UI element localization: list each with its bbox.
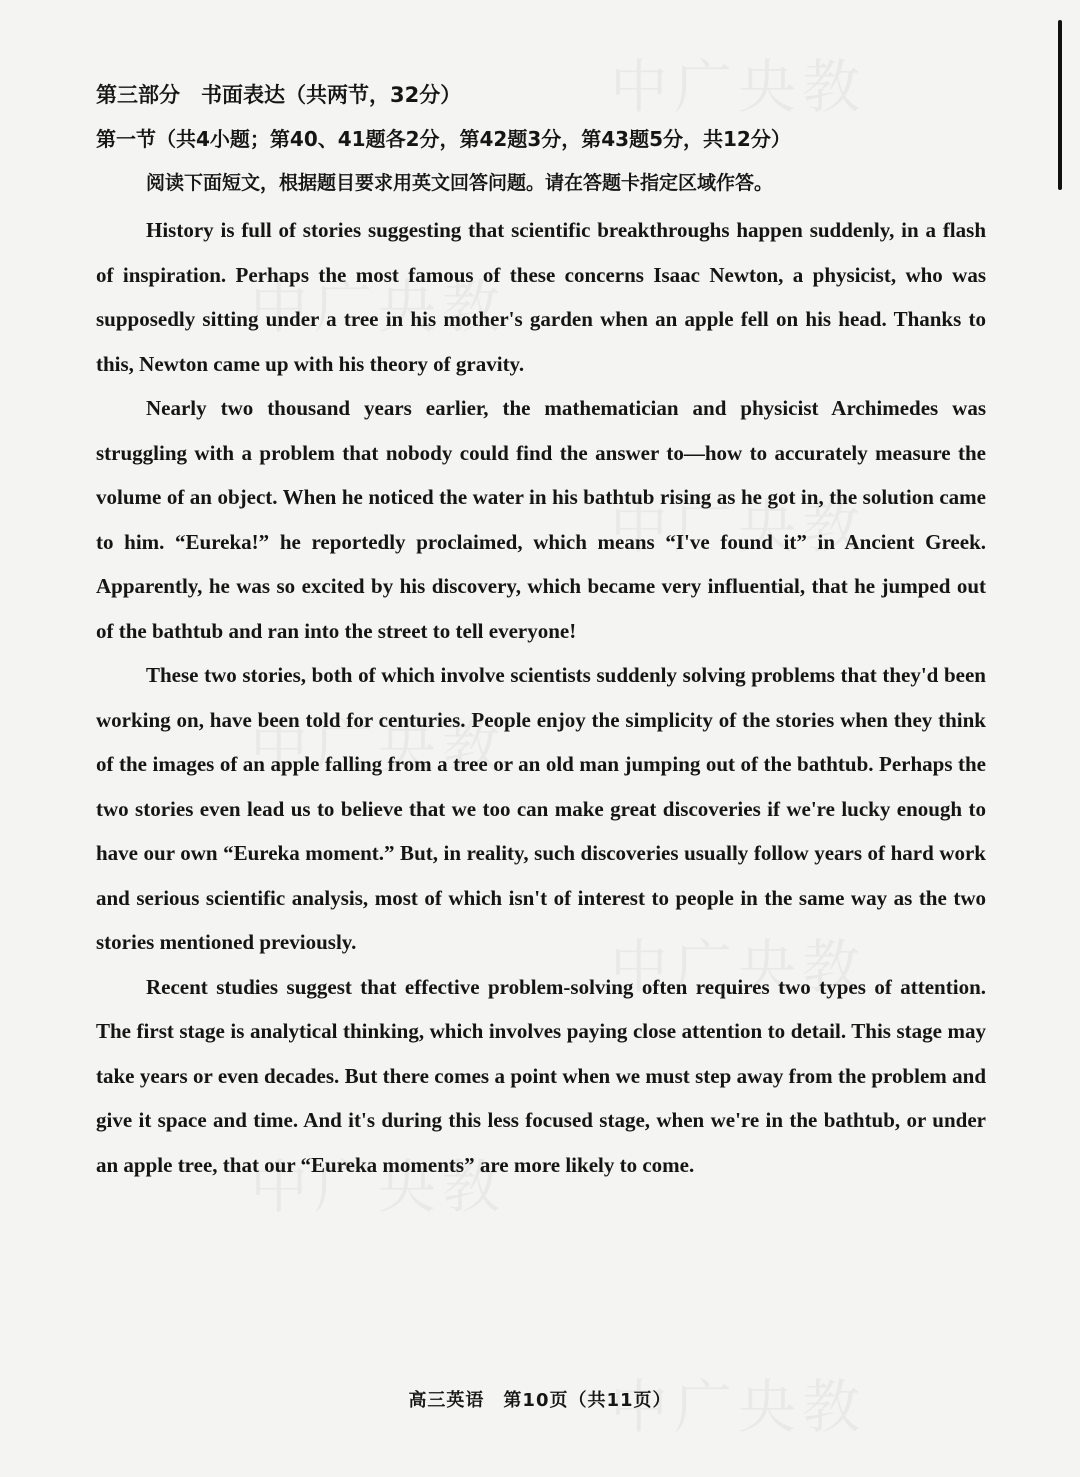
passage-paragraph-2: Nearly two thousand years earlier, the mathematician and physicist Archimedes was struggling with a problem that nobody could find the answer to—how to accurately measure the volume of an object. When he noticed the water in his bathtub rising as he got in, the solution came to him. “Eureka!” he reportedly proclaimed, which means “I've found it” in Ancient Greek. Apparently, he was so excited by his discovery, which became very influential, that he jumped out of the bathtub and ran into the street to tell everyone! (96, 396, 986, 643)
page-footer: 高三英语 第10页（共11页） (408, 1390, 672, 1411)
section-title: 第一节（共4小题；第40、41题各2分，第42题3分，第43题5分，共12分） (96, 127, 791, 151)
passage-paragraph-1: History is full of stories suggesting that scientific breakthroughs happen suddenly, in a flash of inspiration. Perhaps the most famous of these concerns Isaac Newton, a physicist, who was supposedly sitting under a tree in his mother's garden when an apple fell on his head. Thanks to this, Newton came up with his theory of gravity. (96, 218, 986, 376)
exam-content (96, 80, 986, 1187)
part-title: 第三部分 书面表达（共两节，32分） (96, 83, 462, 107)
passage-paragraph-3: These two stories, both of which involve scientists suddenly solving problems that they'd been working on, have been told for centuries. People enjoy the simplicity of the stories when they think of the images of an apple falling from a tree or an old man jumping out of the bathtub. Perhaps the two stories even lead us to believe that we too can make great discoveries if we're lucky enough to have our own “Eureka moment.” But, in reality, such discoveries usually follow years of hard work and serious scientific analysis, most of which isn't of interest to people in the same way as the two stories mentioned previously. (96, 663, 986, 954)
reading-passage (96, 208, 986, 1187)
scan-edge-mark (1058, 20, 1062, 190)
passage-paragraph-4: Recent studies suggest that effective problem-solving often requires two types of attention. The first stage is analytical thinking, which involves paying close attention to detail. This stage may take years or even decades. But there comes a point when we must step away from the problem and give it space and time. And it's during this less focused stage, when we're in the bathtub, or under an apple tree, that our “Eureka moments” are more likely to come. (96, 974, 986, 1177)
instruction-text: 阅读下面短文，根据题目要求用英文回答问题。请在答题卡指定区域作答。 (146, 172, 774, 194)
